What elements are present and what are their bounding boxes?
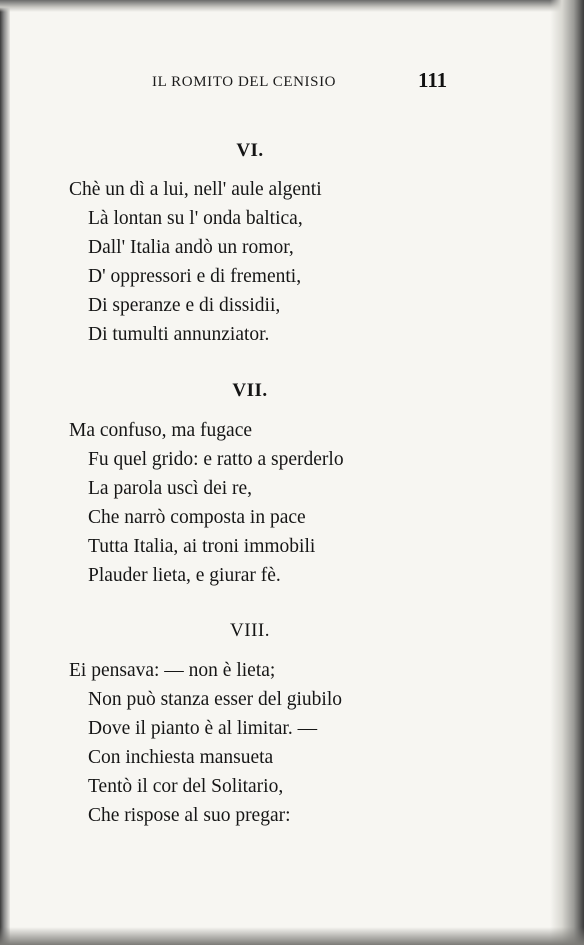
stanza-vii [69,416,344,590]
bottom-edge-shadow [0,927,584,945]
verse-line: Dall' Italia andò un romor, [88,237,294,258]
running-title: IL ROMITO DEL CENISIO [152,74,337,90]
verse-line: Tentò il cor del Solitario, [88,776,284,797]
verse-line: Chè un dì a lui, nell' aule algenti [69,179,322,200]
top-edge-shadow [0,0,584,12]
verse-line: Non può stanza esser del giubilo [88,689,342,710]
verse-line: Di speranze e di dissidii, [88,295,281,316]
page-number: 111 [418,68,448,92]
verse-line: Ei pensava: — non è lieta; [69,660,276,681]
verse-line: Tutta Italia, ai troni immobili [88,536,316,557]
section-heading-viii: VIII. [230,620,270,641]
verse-line: Dove il pianto è al limitar. — [88,718,318,739]
stanza-vi [69,175,322,349]
verse-line: Fu quel grido: e ratto a sperderlo [88,449,344,470]
verse-line: Là lontan su l' onda baltica, [88,208,303,229]
verse-line: D' oppressori e di frementi, [88,266,302,287]
verse-line: Che rispose al suo pregar: [88,805,291,826]
stanza-viii [69,656,342,830]
right-edge-shadow [550,0,584,945]
verse-line: Plauder lieta, e giurar fè. [88,565,281,586]
section-heading-vi: VI. [236,140,264,161]
verse-line: La parola uscì dei re, [88,478,253,499]
verse-line: Ma confuso, ma fugace [69,420,253,441]
verse-line: Con inchiesta mansueta [88,747,274,768]
verse-line: Che narrò composta in pace [88,507,306,528]
verse-line: Di tumulti annunziator. [88,324,270,345]
section-heading-vii: VII. [232,380,268,401]
